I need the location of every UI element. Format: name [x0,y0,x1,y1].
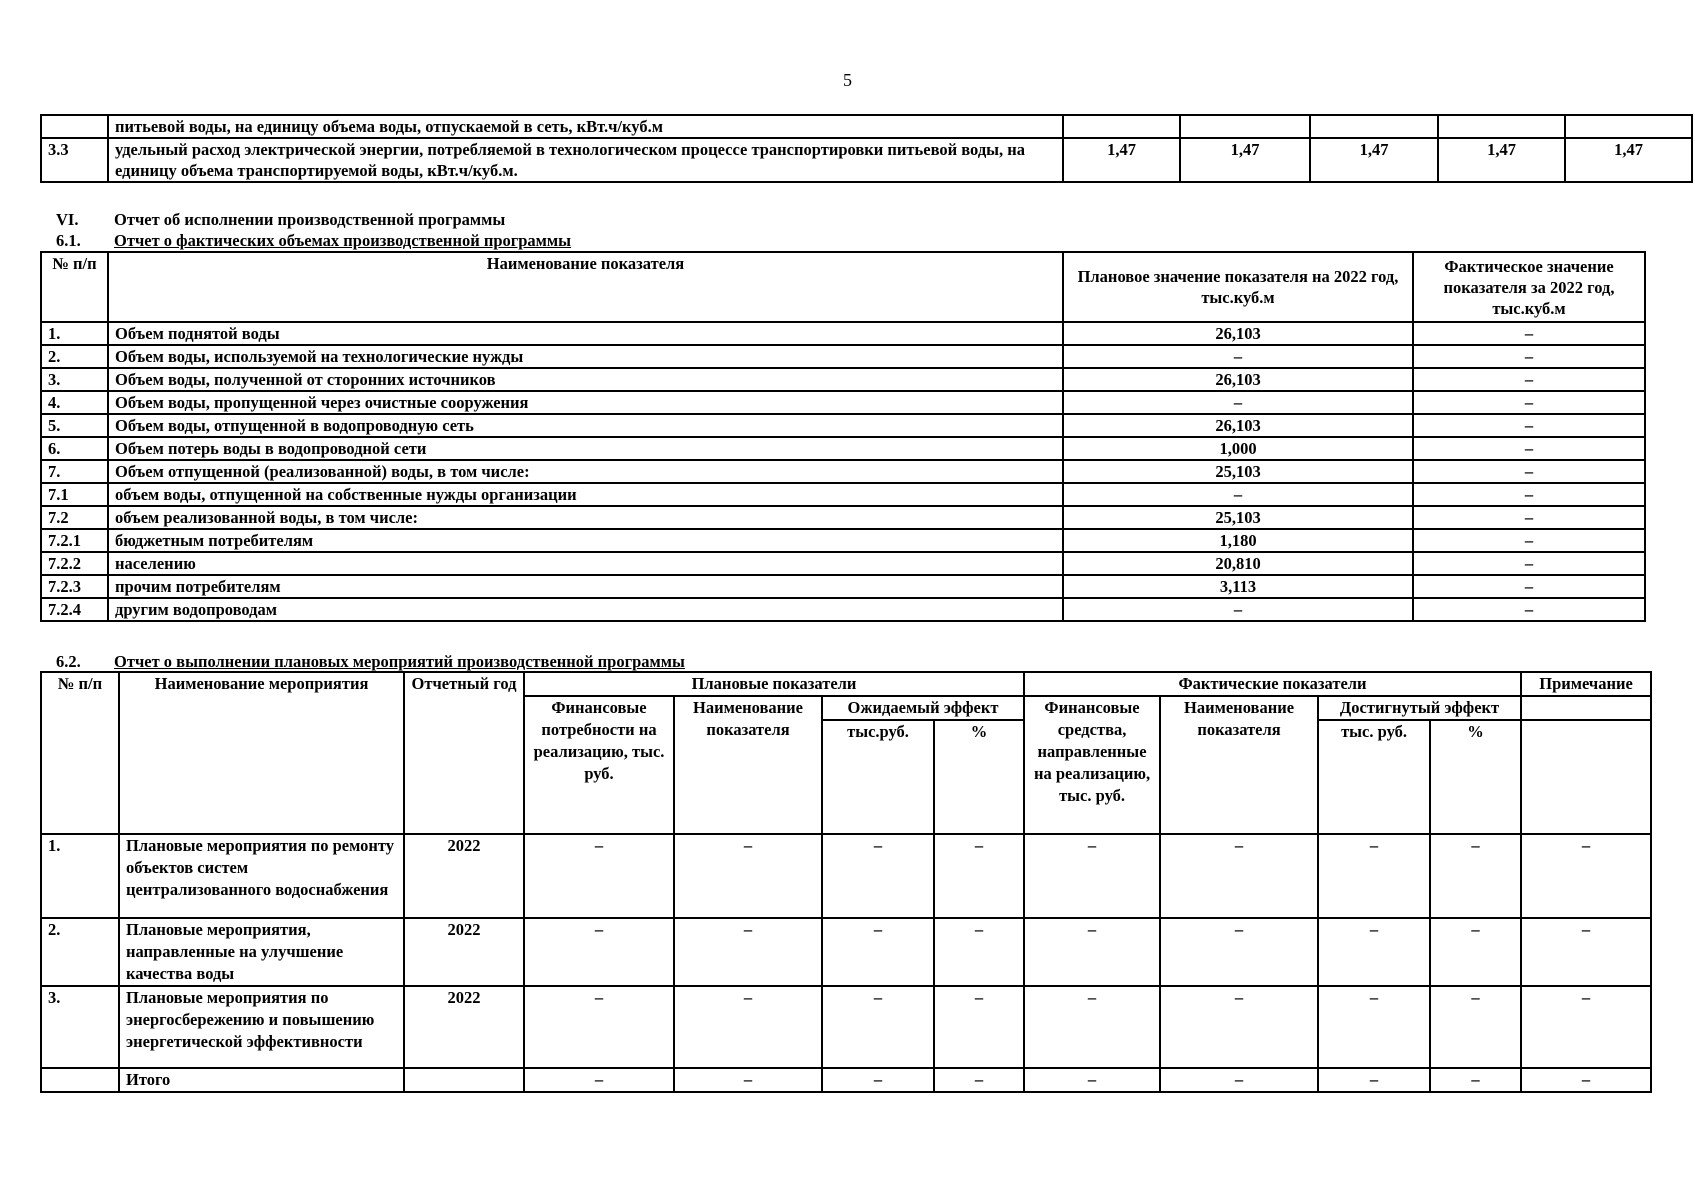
plan-value: 1,000 [1063,437,1413,460]
measure-name: Плановые мероприятия, направленные на улучшение качества воды [119,918,404,986]
fact-value: – [1413,506,1645,529]
indicator-name: питьевой воды, на единицу объема воды, отпускаемой в сеть, кВт.ч/куб.м [108,115,1063,138]
value-cell [1565,115,1692,138]
value-cell: – [822,1068,934,1092]
table-row [41,414,1645,437]
table-header-row [41,252,1645,322]
value-cell: – [1024,1068,1160,1092]
value-cell: – [1160,834,1318,918]
value-cell: – [1160,986,1318,1068]
table-row [41,598,1645,621]
section-number: 6.2. [56,652,81,671]
plan-value: – [1063,345,1413,368]
value-cell: – [1430,918,1521,986]
indicator-name: Объем воды, отпущенной в водопроводную сеть [108,414,1063,437]
table-row [41,391,1645,414]
value-cell: – [1318,1068,1430,1092]
value-cell: – [822,918,934,986]
row-number: 3.3 [41,138,108,182]
plan-value: 25,103 [1063,460,1413,483]
header-plan-effect-rub: тыс.руб. [822,720,934,834]
row-number: 2. [41,345,108,368]
header-fact-effect-rub: тыс. руб. [1318,720,1430,834]
value-cell: – [674,986,822,1068]
indicator-name: Объем поднятой воды [108,322,1063,345]
row-number: 3. [41,986,119,1068]
row-number [41,115,108,138]
table-row [41,138,1692,182]
header-plan-ind: Наименование показателя [674,696,822,834]
header-plan-effect-pct: % [934,720,1024,834]
header-plan-fin: Финансовые потребности на реализацию, тыс. руб. [524,696,674,834]
measure-name: Плановые мероприятия по энергосбережению и повышению энергетической эффективности [119,986,404,1068]
table-row [41,529,1645,552]
fact-value: – [1413,552,1645,575]
value-cell: – [934,834,1024,918]
measures-table [40,671,1652,1093]
header-name: Наименование мероприятия [119,672,404,834]
table-row [41,506,1645,529]
table-row [41,368,1645,391]
plan-value: 26,103 [1063,368,1413,391]
value-cell: – [674,1068,822,1092]
indicator-name: другим водопроводам [108,598,1063,621]
value-cell: – [1024,834,1160,918]
indicator-name: Объем воды, пропущенной через очистные сооружения [108,391,1063,414]
value-cell: – [1318,986,1430,1068]
value-cell: – [1430,986,1521,1068]
fact-value: – [1413,391,1645,414]
fact-value: – [1413,460,1645,483]
value-cell: 1,47 [1438,138,1565,182]
report-year [404,1068,524,1092]
indicator-name: объем реализованной воды, в том числе: [108,506,1063,529]
value-cell: – [934,986,1024,1068]
table-row [41,986,1651,1068]
fact-value: – [1413,368,1645,391]
header-fact-effect-pct: % [1430,720,1521,834]
table-row [41,322,1645,345]
fact-value: – [1413,437,1645,460]
value-cell: – [1024,918,1160,986]
fact-value: – [1413,598,1645,621]
value-cell: 1,47 [1565,138,1692,182]
section-number: 6.1. [56,231,81,250]
header-plan: Плановое значение показателя на 2022 год, тыс.куб.м [1063,252,1413,322]
table-row [41,115,1692,138]
row-number: 7.1 [41,483,108,506]
measure-name: Итого [119,1068,404,1092]
indicator-name: Объем потерь воды в водопроводной сети [108,437,1063,460]
row-number: 4. [41,391,108,414]
plan-value: 25,103 [1063,506,1413,529]
fact-value: – [1413,575,1645,598]
section-title: Отчет об исполнении производственной программы [114,210,506,229]
value-cell: – [1521,834,1651,918]
row-number: 7.2.3 [41,575,108,598]
indicator-name: удельный расход электрической энергии, потребляемой в технологическом процессе транспортировки питьевой воды, на единицу объема транспортируемой воды, кВт.ч/куб.м. [108,138,1063,182]
indicator-name: Объем воды, полученной от сторонних источников [108,368,1063,391]
header-fact: Фактическое значение показателя за 2022 год, тыс.куб.м [1413,252,1645,322]
value-cell: – [1160,1068,1318,1092]
header-fact-ind: Наименование показателя [1160,696,1318,834]
indicator-name: Объем воды, используемой на технологические нужды [108,345,1063,368]
header-num: № п/п [41,252,108,322]
table-row [41,483,1645,506]
value-cell [1310,115,1438,138]
value-cell: – [1318,834,1430,918]
fact-value: – [1413,414,1645,437]
indicator-name: объем воды, отпущенной на собственные нужды организации [108,483,1063,506]
report-year: 2022 [404,918,524,986]
table-header-row [41,672,1651,696]
volumes-table [40,251,1646,622]
row-number: 7.2.4 [41,598,108,621]
header-plan-effect: Ожидаемый эффект [822,696,1024,720]
section-heading-6-1 [56,230,571,251]
row-number: 7.2 [41,506,108,529]
value-cell [1438,115,1565,138]
indicator-name: населению [108,552,1063,575]
value-cell: – [1318,918,1430,986]
report-year: 2022 [404,986,524,1068]
value-cell: – [822,986,934,1068]
value-cell: – [934,1068,1024,1092]
header-planned-group: Плановые показатели [524,672,1024,696]
header-num: № п/п [41,672,119,834]
value-cell: – [524,1068,674,1092]
row-number: 2. [41,918,119,986]
value-cell: – [1160,918,1318,986]
section-title: Отчет о фактических объемах производственной программы [114,231,572,250]
energy-consumption-table [40,114,1693,183]
row-number: 7.2.1 [41,529,108,552]
row-number: 3. [41,368,108,391]
value-cell: – [1430,834,1521,918]
header-year: Отчетный год [404,672,524,834]
value-cell: – [934,918,1024,986]
fact-value: – [1413,529,1645,552]
row-number: 7.2.2 [41,552,108,575]
section-title: Отчет о выполнении плановых мероприятий производственной программы [114,652,685,671]
value-cell: – [1024,986,1160,1068]
value-cell: – [674,834,822,918]
plan-value: 26,103 [1063,322,1413,345]
plan-value: 1,180 [1063,529,1413,552]
row-number: 7. [41,460,108,483]
section-number: VI. [56,210,79,229]
value-cell: – [1430,1068,1521,1092]
table-row [41,575,1645,598]
value-cell: – [524,918,674,986]
header-actual-group: Фактические показатели [1024,672,1521,696]
header-fact-fin: Финансовые средства, направленные на реализацию, тыс. руб. [1024,696,1160,834]
value-cell: – [1521,986,1651,1068]
table-row [41,460,1645,483]
value-cell: – [674,918,822,986]
value-cell: – [1521,1068,1651,1092]
indicator-name: бюджетным потребителям [108,529,1063,552]
fact-value: – [1413,345,1645,368]
header-note-empty [1521,696,1651,720]
indicator-name: Объем отпущенной (реализованной) воды, в том числе: [108,460,1063,483]
header-name: Наименование показателя [108,252,1063,322]
fact-value: – [1413,322,1645,345]
header-note-empty [1521,720,1651,834]
table-row [41,1068,1651,1092]
value-cell: 1,47 [1180,138,1310,182]
section-heading-vi [56,209,505,230]
value-cell: – [822,834,934,918]
table-row [41,834,1651,918]
value-cell: – [524,986,674,1068]
row-number: 5. [41,414,108,437]
table-row [41,437,1645,460]
fact-value: – [1413,483,1645,506]
page-number: 5 [843,70,852,90]
table-row [41,345,1645,368]
header-note: Примечание [1521,672,1651,696]
value-cell [1180,115,1310,138]
value-cell: – [524,834,674,918]
row-number: 1. [41,322,108,345]
plan-value: 26,103 [1063,414,1413,437]
row-number: 6. [41,437,108,460]
table-row [41,918,1651,986]
row-number: 1. [41,834,119,918]
plan-value: – [1063,598,1413,621]
report-year: 2022 [404,834,524,918]
header-fact-effect: Достигнутый эффект [1318,696,1521,720]
value-cell [1063,115,1180,138]
section-heading-6-2 [56,651,685,672]
table-row [41,552,1645,575]
plan-value: 3,113 [1063,575,1413,598]
row-number [41,1068,119,1092]
plan-value: – [1063,391,1413,414]
measure-name: Плановые мероприятия по ремонту объектов систем централизованного водоснабжения [119,834,404,918]
plan-value: – [1063,483,1413,506]
value-cell: – [1521,918,1651,986]
indicator-name: прочим потребителям [108,575,1063,598]
value-cell: 1,47 [1310,138,1438,182]
plan-value: 20,810 [1063,552,1413,575]
value-cell: 1,47 [1063,138,1180,182]
